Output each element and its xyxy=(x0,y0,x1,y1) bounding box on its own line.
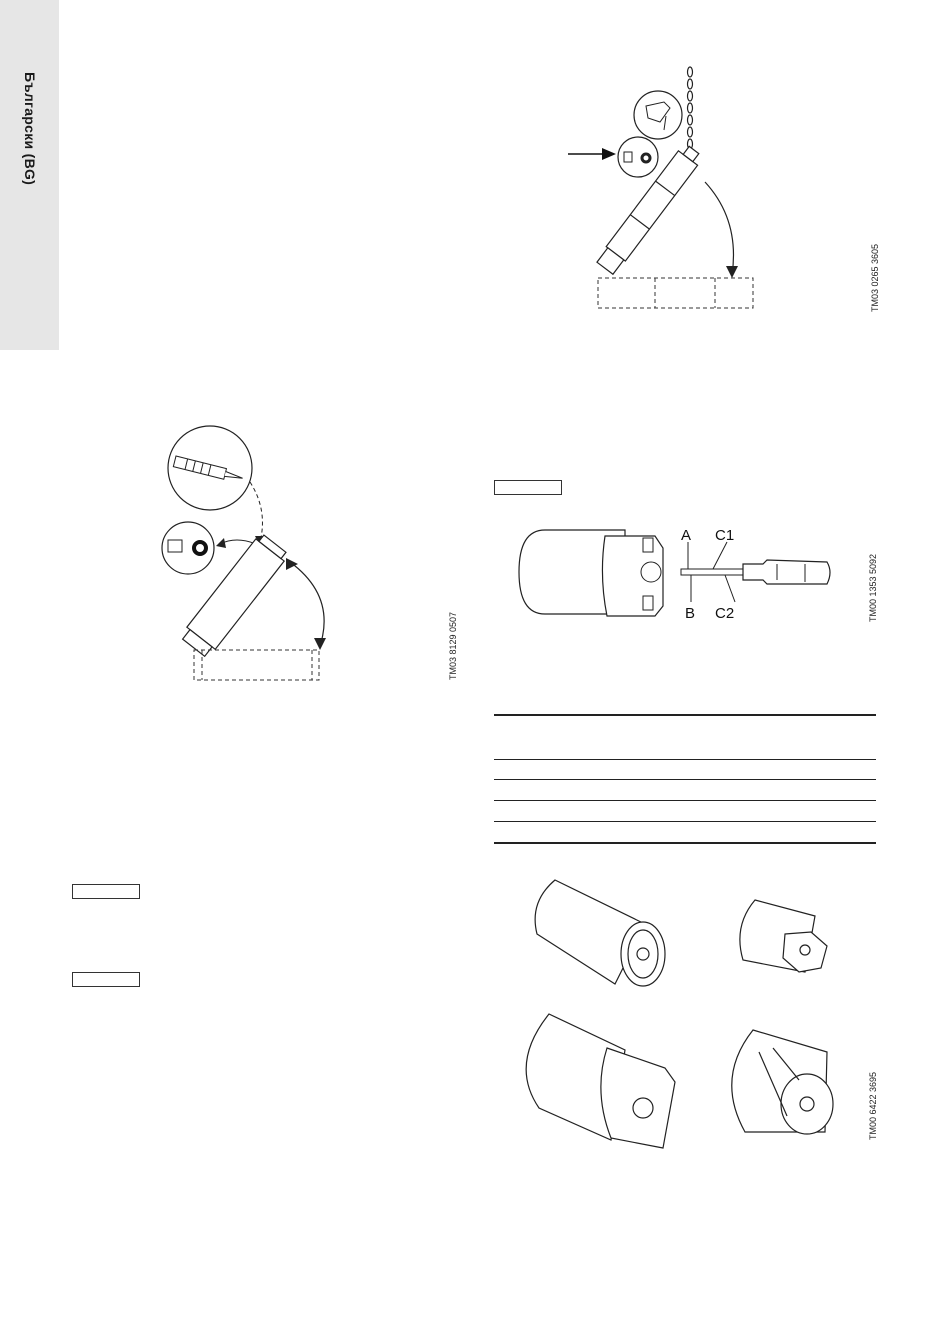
shaft-variant-1 xyxy=(535,880,665,986)
figure-code-screwdriver: TM00 1353 5092 xyxy=(868,553,878,622)
figure-syringe-fill xyxy=(158,420,338,685)
screwdriver-shaft xyxy=(681,569,743,575)
shaft-variant-2 xyxy=(740,900,827,972)
spec-table xyxy=(494,714,876,846)
label-c1: C1 xyxy=(715,527,735,544)
figure-motor-chain xyxy=(560,60,780,320)
chain-icon xyxy=(688,67,693,149)
label-c2: C2 xyxy=(715,605,735,622)
label-box-left-2 xyxy=(72,972,140,987)
label-box-right xyxy=(494,480,562,495)
figure-shaft-variants xyxy=(515,872,845,1152)
figure-shaft-screwdriver xyxy=(515,522,845,628)
language-tab xyxy=(0,0,59,350)
label-b: B xyxy=(685,605,696,622)
screwdriver-handle xyxy=(743,560,830,584)
label-a: A xyxy=(681,527,692,544)
figure-code-shaft-variants: TM00 6422 3695 xyxy=(868,1071,878,1140)
language-tab-label: Български (BG) xyxy=(22,72,38,186)
shaft-variant-4 xyxy=(732,1030,833,1134)
figure-code-left-middle: TM03 8129 0507 xyxy=(448,611,458,680)
shaft-variant-3 xyxy=(526,1014,675,1148)
figure-code-top-right: TM03 0265 3605 xyxy=(870,243,880,312)
label-box-left-1 xyxy=(72,884,140,899)
